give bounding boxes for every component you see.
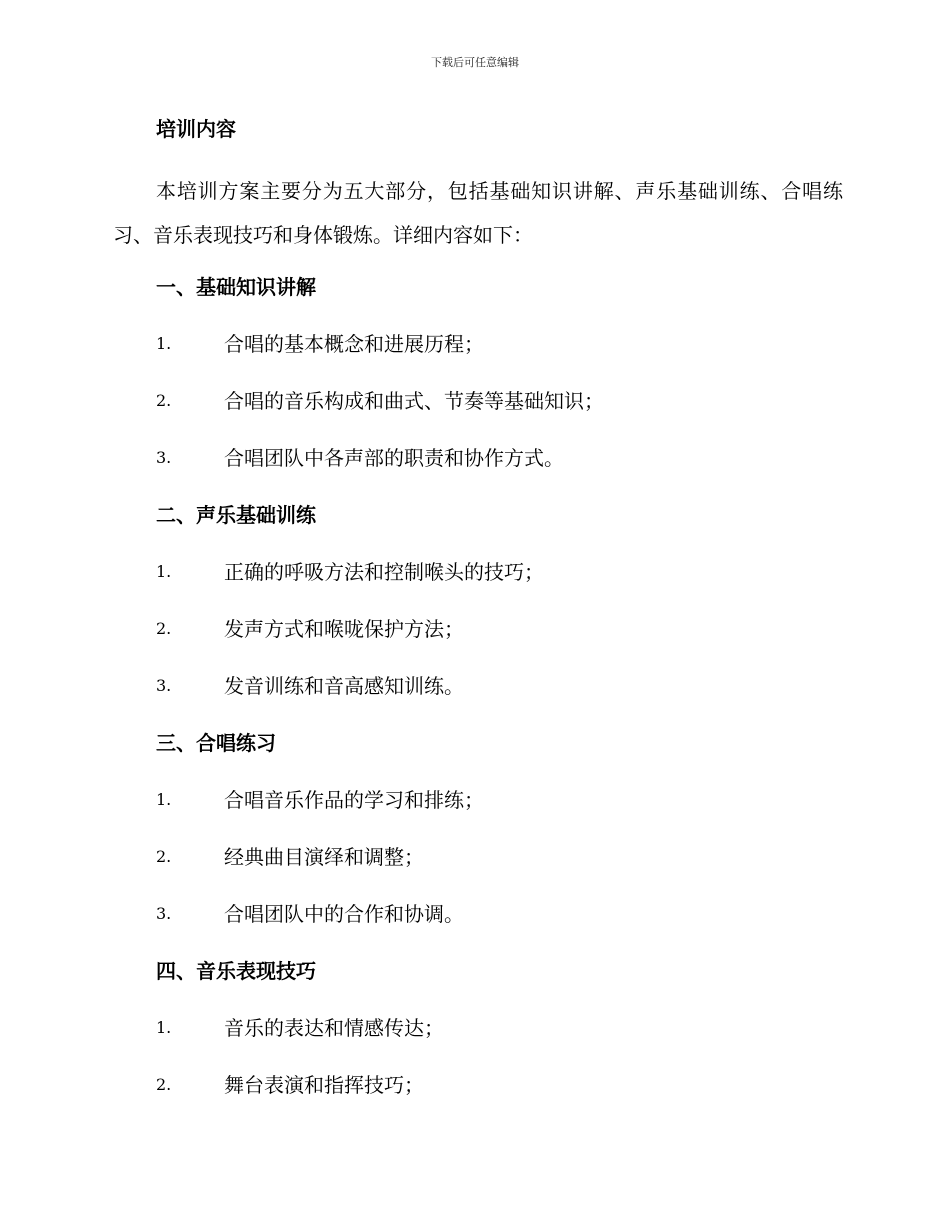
section-heading: 三、合唱练习	[156, 731, 276, 755]
list-item-text: 经典曲目演绎和调整；	[224, 845, 424, 869]
document-body	[113, 112, 843, 1125]
list-item	[113, 1068, 843, 1102]
list-item	[113, 897, 843, 931]
list-item-text: 舞台表演和指挥技巧；	[224, 1073, 424, 1097]
list-item-text: 合唱的基本概念和进展历程；	[224, 332, 484, 356]
list-item-text: 合唱团队中各声部的职责和协作方式。	[224, 446, 564, 470]
list-item	[113, 327, 843, 361]
list-item-number: 1.	[156, 790, 172, 809]
list-item-text: 合唱团队中的合作和协调。	[224, 902, 464, 926]
list-item-number: 2.	[156, 391, 172, 410]
list-item-text: 发音训练和音高感知训练。	[224, 674, 464, 698]
list-item	[113, 555, 843, 589]
list-item-text: 正确的呼吸方法和控制喉头的技巧；	[224, 560, 544, 584]
list-item-text: 音乐的表达和情感传达；	[224, 1016, 444, 1040]
list-item-number: 3.	[156, 448, 172, 467]
list-item-number: 1.	[156, 334, 172, 353]
section-heading: 一、基础知识讲解	[156, 275, 316, 299]
list-item-number: 1.	[156, 562, 172, 581]
list-item	[113, 840, 843, 874]
list-item	[113, 441, 843, 475]
header-note: 下载后可任意编辑	[431, 56, 519, 69]
list-item-text: 合唱音乐作品的学习和排练；	[224, 788, 484, 812]
list-item-number: 2.	[156, 619, 172, 638]
list-item-number: 2.	[156, 1075, 172, 1094]
list-item	[113, 612, 843, 646]
list-item-number: 3.	[156, 904, 172, 923]
list-item-number: 1.	[156, 1018, 172, 1037]
intro-paragraph: 本培训方案主要分为五大部分，包括基础知识讲解、声乐基础训练、合唱练习、音乐表现技巧和身体锻炼。详细内容如下：	[113, 179, 843, 247]
list-item-text: 发声方式和喉咙保护方法；	[224, 617, 464, 641]
section-heading: 四、音乐表现技巧	[156, 959, 316, 983]
list-item	[113, 669, 843, 703]
list-item-text: 合唱的音乐构成和曲式、节奏等基础知识；	[224, 389, 604, 413]
list-item	[113, 783, 843, 817]
section-heading: 二、声乐基础训练	[156, 503, 316, 527]
list-item	[113, 1011, 843, 1045]
list-item-number: 2.	[156, 847, 172, 866]
document-title: 培训内容	[156, 117, 236, 141]
list-item	[113, 384, 843, 418]
list-item-number: 3.	[156, 676, 172, 695]
